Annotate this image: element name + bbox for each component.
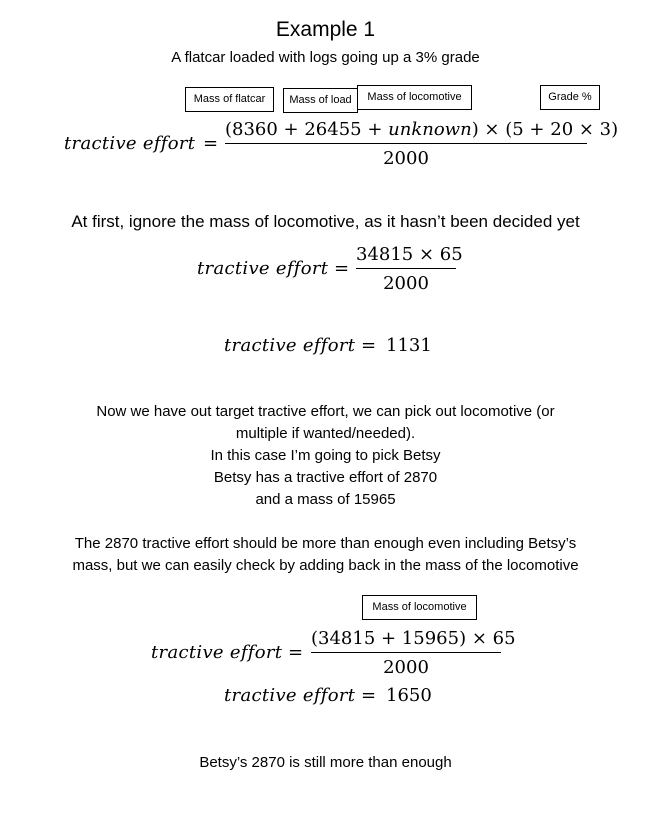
subtitle: A flatcar loaded with logs going up a 3% grade	[171, 49, 480, 66]
equation-4-denominator: 2000	[383, 657, 429, 678]
equation-2-lhs: tractive effort	[197, 258, 329, 279]
equation-2-denominator: 2000	[383, 273, 429, 294]
equation-4-lhs: tractive effort	[151, 642, 283, 663]
conclusion: Betsy’s 2870 is still more than enough	[199, 754, 452, 771]
fraction-bar	[311, 652, 501, 653]
label-mass-locomotive: Mass of locomotive	[357, 85, 472, 110]
paragraph-2-line: The 2870 tractive effort should be more than enough even including Betsy’s	[74, 535, 577, 552]
equation-3-lhs: tractive effort	[224, 335, 356, 356]
page-title: Example 1	[275, 18, 376, 41]
equation-4-fraction	[311, 628, 516, 678]
equation-5-value: 1650	[386, 685, 432, 706]
equation-1-fraction	[225, 119, 619, 169]
paragraph-1-line: Now we have out target tractive effort, we can pick out locomotive (or	[96, 403, 555, 420]
note-ignore-locomotive: At first, ignore the mass of locomotive, as it hasn’t been decided yet	[71, 212, 580, 231]
equation-2-equals: =	[334, 258, 350, 279]
equation-1-num-part-a: (8360 + 26455 +	[225, 119, 389, 140]
label-grade-percent: Grade %	[540, 85, 600, 110]
fraction-bar	[356, 268, 456, 269]
paragraph-2-line: mass, but we can easily check by adding back in the mass of the locomotive	[72, 557, 579, 574]
equation-5-equals: =	[361, 685, 377, 706]
equation-1-denominator: 2000	[383, 148, 429, 169]
paragraph-1-line: multiple if wanted/needed).	[235, 425, 416, 442]
equation-3-equals: =	[361, 335, 377, 356]
paragraph-1-line: In this case I’m going to pick Betsy	[210, 447, 441, 464]
label-mass-load: Mass of load	[283, 88, 358, 113]
equation-1-numerator	[225, 119, 619, 140]
paragraph-1-line: Betsy has a tractive effort of 2870	[213, 469, 438, 486]
label-mass-locomotive-2: Mass of locomotive	[362, 595, 477, 620]
equation-1-lhs: tractive effort	[64, 133, 196, 154]
equation-2-fraction	[356, 244, 463, 294]
equation-4-equals: =	[288, 642, 304, 663]
equation-1-unknown: unknown	[388, 119, 472, 140]
fraction-bar	[225, 143, 587, 144]
label-mass-flatcar: Mass of flatcar	[185, 87, 274, 112]
paragraph-1-line: and a mass of 15965	[255, 491, 396, 508]
equation-3-value: 1131	[386, 335, 432, 356]
equation-1-equals: =	[203, 133, 219, 154]
equation-2-numerator: 34815 × 65	[356, 244, 463, 265]
equation-4-numerator: (34815 + 15965) × 65	[311, 628, 516, 649]
equation-5-lhs: tractive effort	[224, 685, 356, 706]
equation-1-num-part-b: ) × (5 + 20 × 3)	[471, 119, 619, 140]
